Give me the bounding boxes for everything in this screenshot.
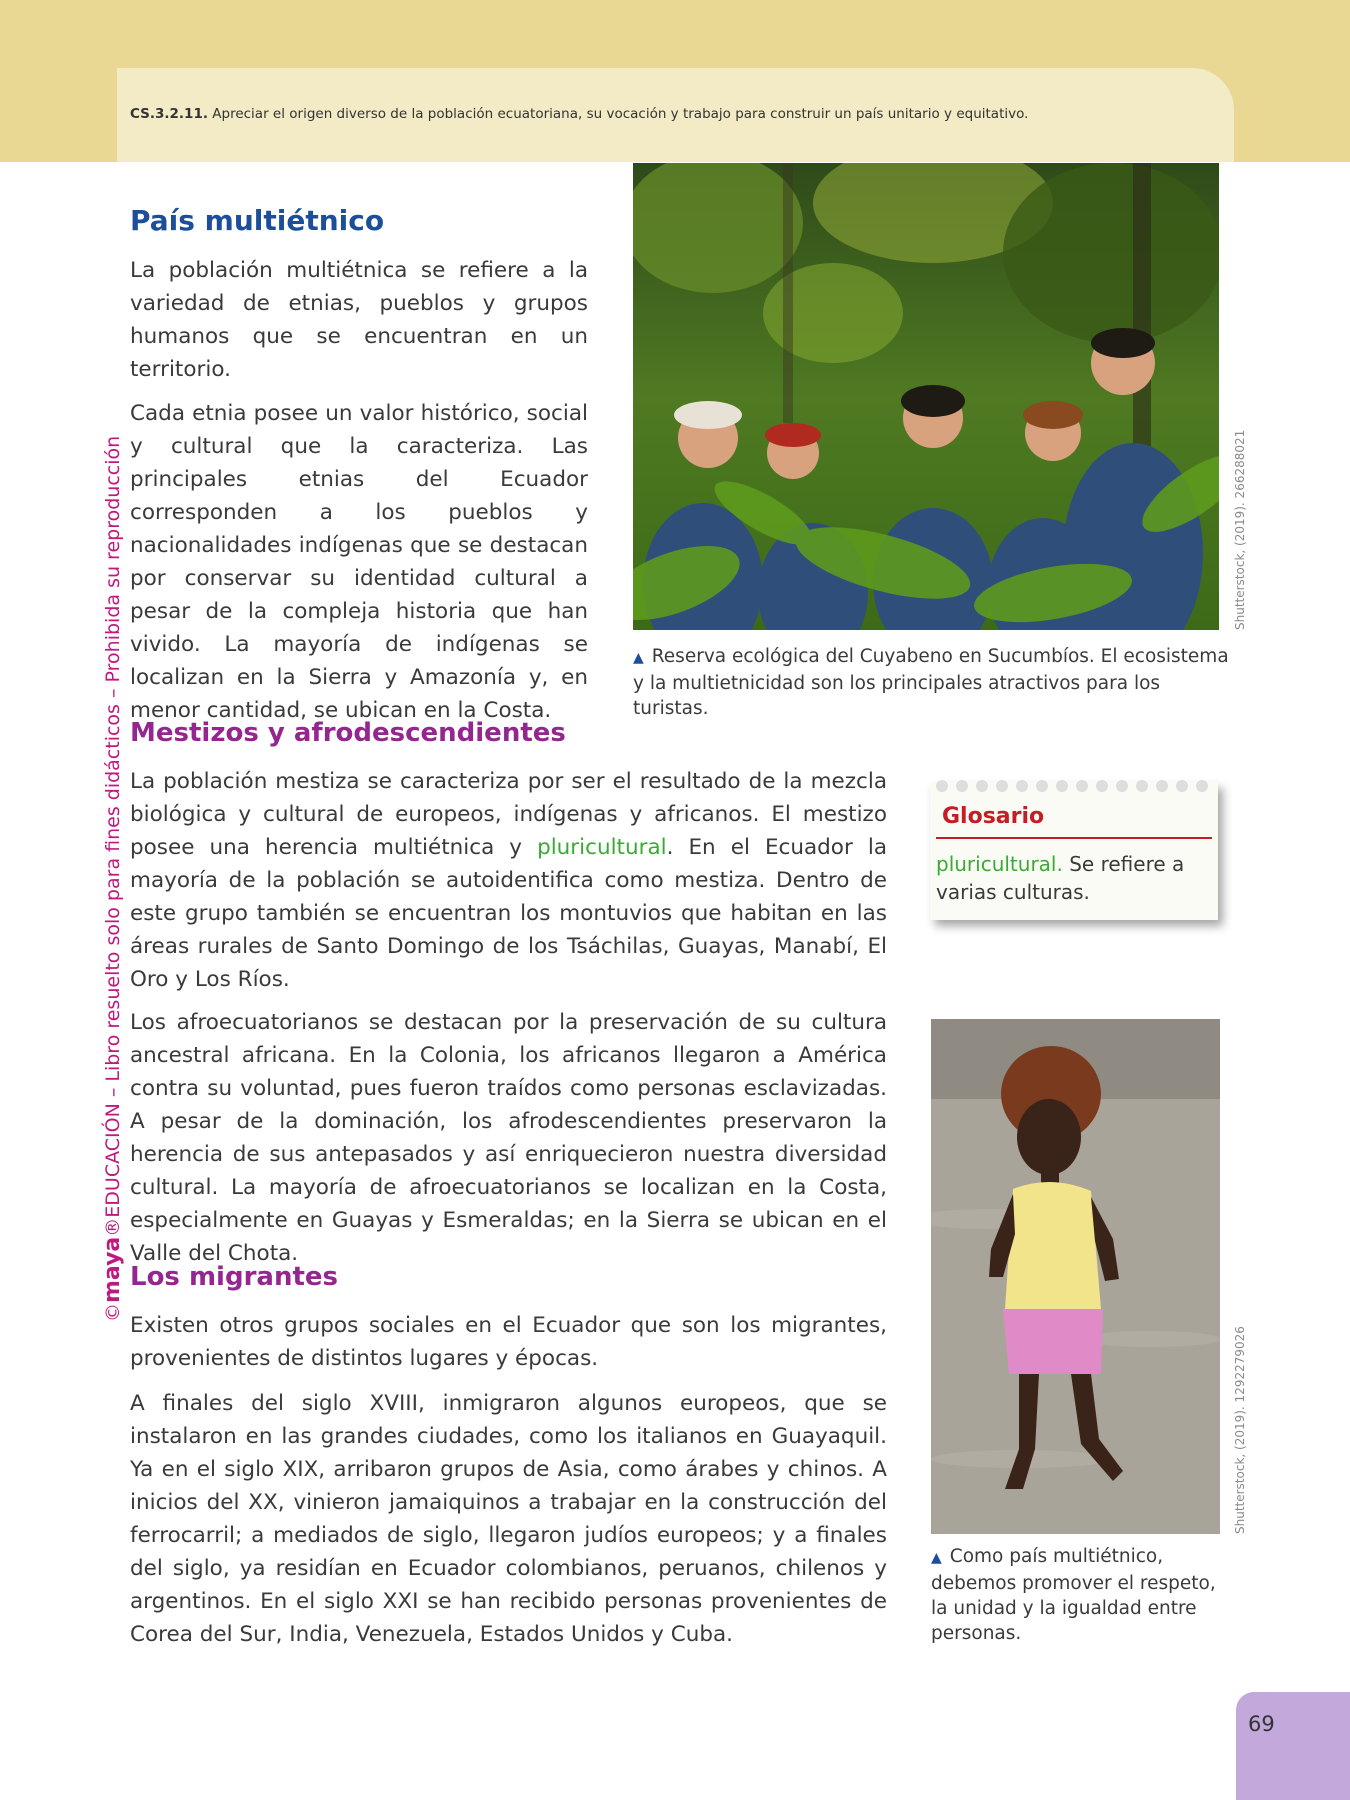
- mestizos-text-before: La población mestiza se caracteriza por ser el resultado de la mezcla biológica y cultural de europeos, indígenas y africanos. El mestizo posee una herencia multiétnica y: [130, 769, 887, 860]
- photo1-caption-text: Reserva ecológica del Cuyabeno en Sucumbíos. El ecosistema y la multietnicidad son los principales atractivos para los turistas.: [633, 646, 1229, 719]
- page-number: 69: [1248, 1712, 1275, 1736]
- triangle-bullet-icon: ▲: [931, 1550, 942, 1566]
- glossary-term: pluricultural.: [936, 852, 1063, 876]
- photo1-credit: Shutterstock, (2019). 266288021: [1233, 429, 1247, 630]
- photo-child-beach: [931, 1019, 1220, 1534]
- paragraph-multietnico-1: La población multiétnica se refiere a la variedad de etnias, pueblos y grupos humanos que se encuentran en un territorio.: [130, 258, 588, 382]
- glossary-divider: [936, 837, 1212, 839]
- section-title-mestizos: Mestizos y afrodescendientes: [130, 718, 566, 748]
- objective-description: Apreciar el origen diverso de la población ecuatoriana, su vocación y trabajo para construir un país unitario y equitativo.: [207, 106, 1029, 122]
- glossary-box: [930, 782, 1218, 920]
- spiral-binding-icon: [934, 778, 1216, 794]
- triangle-bullet-icon: ▲: [633, 650, 644, 666]
- maya-logo: maya: [100, 1236, 125, 1303]
- page-number-tab: [1236, 1692, 1350, 1800]
- child-beach-illustration: [931, 1019, 1220, 1534]
- paragraph-migrantes-1: Existen otros grupos sociales en el Ecuador que son los migrantes, provenientes de distintos lugares y épocas.: [130, 1313, 887, 1371]
- glossary-term-link: pluricultural: [537, 835, 667, 860]
- photo2-credit: Shutterstock, (2019). 1292279026: [1233, 1326, 1247, 1534]
- photo-cuyabeno-tourists: [633, 163, 1219, 630]
- glossary-definition-text: Se refiere a varias culturas.: [936, 852, 1185, 904]
- jungle-group-illustration: [633, 163, 1219, 630]
- objective-card: [117, 68, 1234, 162]
- mestizos-text-after: . En el Ecuador la mayoría de la población se autoidentifica como mestiza. Dentro de este grupo también se encuentran los montuvios que habitan en las áreas rurales de Santo Domingo de los Tsáchilas, Guayas, Manabí, El Oro y Los Ríos.: [130, 835, 887, 992]
- paragraph-multietnico-2: Cada etnia posee un valor histórico, social y cultural que la caracteriza. Las principales etnias del Ecuador corresponden a los pueblos y nacionalidades indígenas que se destacan por conservar su identidad cultural a pesar de la compleja historia que han vivido. La mayoría de indígenas se localizan en la Sierra y Amazonía y, en menor cantidad, se ubican en la Costa.: [130, 401, 588, 723]
- copyright-text: ®EDUCACIÓN – Libro resuelto solo para fines didácticos – Prohibida su reproducción: [102, 435, 124, 1237]
- paragraph-migrantes-2: A finales del siglo XVIII, inmigraron algunos europeos, que se instalaron en las grandes ciudades, como los italianos en Guayaquil. Ya en el siglo XIX, arribaron grupos de Asia, como árabes y chinos. A inicios del XX, vinieron jamaiquinos a trabajar en la construcción del ferrocarril; a mediados de siglo, llegaron judíos europeos; y a finales del siglo, ya residían en Ecuador colombianos, peruanos, chilenos y argentinos. En el siglo XXI se han recibido personas provenientes de Corea del Sur, India, Venezuela, Estados Unidos y Cuba.: [130, 1391, 887, 1647]
- side-copyright-notice: [100, 436, 125, 1322]
- photo2-caption: [931, 1544, 1221, 1646]
- paragraph-mestizos: [130, 765, 887, 996]
- photo2-caption-text: Como país multiétnico, debemos promover el respeto, la unidad y la igualdad entre personas.: [931, 1546, 1216, 1644]
- copyright-symbol: ©: [102, 1303, 124, 1322]
- photo1-caption: [633, 644, 1233, 721]
- glossary-definition: [936, 850, 1206, 906]
- section-title-pais-multietnico: País multiétnico: [130, 204, 385, 237]
- paragraph-afroecuatorianos: Los afroecuatorianos se destacan por la preservación de su cultura ancestral africana. En la Colonia, los africanos llegaron a América contra su voluntad, pues fueron traídos como personas esclavizadas. A pesar de la dominación, los afrodescendientes preservaron la herencia de sus antepasados y así enriquecieron nuestra diversidad cultural. La mayoría de afroecuatorianos se localizan en la Costa, especialmente en Guayas y Esmeraldas; en la Sierra se ubican en el Valle del Chota.: [130, 1010, 887, 1266]
- objective-code: CS.3.2.11.: [130, 106, 208, 122]
- section-title-migrantes: Los migrantes: [130, 1262, 338, 1292]
- glossary-title: Glosario: [942, 804, 1045, 829]
- objective-text: [130, 106, 1028, 122]
